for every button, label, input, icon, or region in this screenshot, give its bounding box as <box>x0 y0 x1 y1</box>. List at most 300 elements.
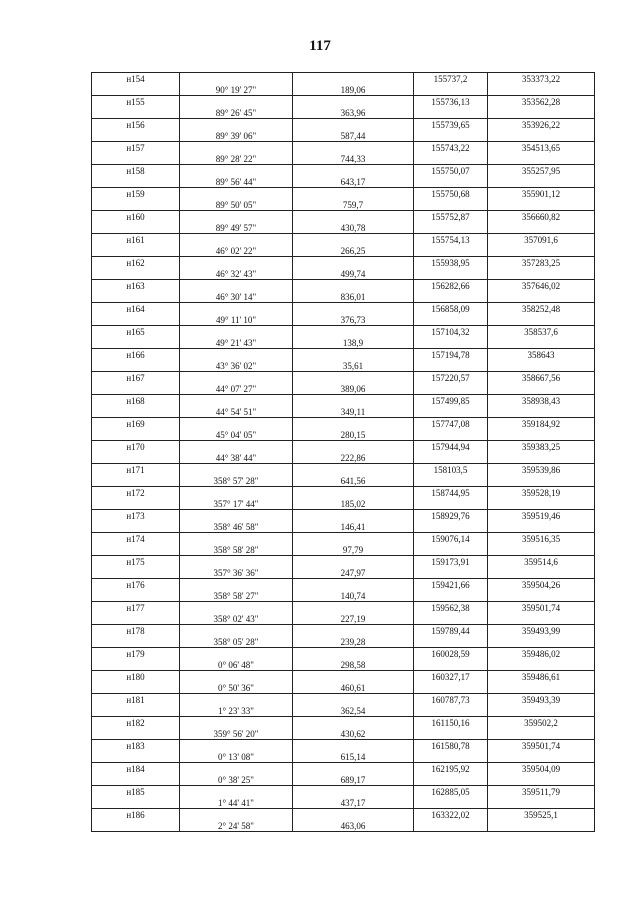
distance-cell: 759,7 <box>293 199 414 211</box>
x-coordinate-cell: 158929,76 <box>414 510 488 522</box>
point-name-cell: н174 <box>92 533 180 545</box>
empty-cell <box>293 326 414 338</box>
empty-cell <box>414 199 488 211</box>
x-coordinate-cell: 157499,85 <box>414 395 488 407</box>
y-coordinate-cell: 359501,74 <box>488 602 595 614</box>
x-coordinate-cell: 155750,68 <box>414 188 488 200</box>
y-coordinate-cell: 359519,46 <box>488 510 595 522</box>
point-name-cell: н175 <box>92 556 180 568</box>
empty-cell <box>293 372 414 384</box>
point-row <box>92 487 595 499</box>
x-coordinate-cell: 162195,92 <box>414 763 488 775</box>
point-row <box>92 648 595 660</box>
empty-cell <box>293 211 414 223</box>
empty-cell <box>414 820 488 832</box>
y-coordinate-cell: 359486,02 <box>488 648 595 660</box>
empty-cell <box>488 590 595 602</box>
y-coordinate-cell: 359528,19 <box>488 487 595 499</box>
segment-row <box>92 176 595 188</box>
empty-cell <box>414 659 488 671</box>
empty-cell <box>92 314 180 326</box>
y-coordinate-cell: 353926,22 <box>488 119 595 131</box>
empty-cell <box>92 130 180 142</box>
empty-cell <box>414 84 488 96</box>
empty-cell <box>92 84 180 96</box>
point-name-cell: н157 <box>92 142 180 154</box>
empty-cell <box>92 705 180 717</box>
y-coordinate-cell: 359486,61 <box>488 671 595 683</box>
empty-cell <box>293 349 414 361</box>
empty-cell <box>180 533 293 545</box>
point-name-cell: н179 <box>92 648 180 660</box>
empty-cell <box>92 751 180 763</box>
segment-row <box>92 360 595 372</box>
distance-cell: 189,06 <box>293 84 414 96</box>
empty-cell <box>180 809 293 821</box>
y-coordinate-cell: 358252,48 <box>488 303 595 315</box>
point-name-cell: н167 <box>92 372 180 384</box>
point-name-cell: н156 <box>92 119 180 131</box>
x-coordinate-cell: 157104,32 <box>414 326 488 338</box>
y-coordinate-cell: 355901,12 <box>488 188 595 200</box>
point-name-cell: н181 <box>92 694 180 706</box>
empty-cell <box>180 234 293 246</box>
y-coordinate-cell: 359504,26 <box>488 579 595 591</box>
segment-row <box>92 107 595 119</box>
distance-cell: 349,11 <box>293 406 414 418</box>
empty-cell <box>488 452 595 464</box>
segment-row <box>92 130 595 142</box>
empty-cell <box>180 326 293 338</box>
x-coordinate-cell: 155938,95 <box>414 257 488 269</box>
bearing-cell: 89° 39' 06" <box>180 130 293 142</box>
y-coordinate-cell: 359501,74 <box>488 740 595 752</box>
bearing-cell: 44° 07' 27" <box>180 383 293 395</box>
point-name-cell: н178 <box>92 625 180 637</box>
bearing-cell: 46° 02' 22" <box>180 245 293 257</box>
segment-row <box>92 567 595 579</box>
empty-cell <box>180 579 293 591</box>
empty-cell <box>293 556 414 568</box>
y-coordinate-cell: 358938,43 <box>488 395 595 407</box>
point-name-cell: н169 <box>92 418 180 430</box>
empty-cell <box>180 671 293 683</box>
empty-cell <box>488 544 595 556</box>
segment-row <box>92 475 595 487</box>
empty-cell <box>488 153 595 165</box>
bearing-cell: 357° 17' 44" <box>180 498 293 510</box>
empty-cell <box>414 337 488 349</box>
empty-cell <box>180 280 293 292</box>
x-coordinate-cell: 157747,08 <box>414 418 488 430</box>
distance-cell: 437,17 <box>293 797 414 809</box>
distance-cell: 587,44 <box>293 130 414 142</box>
empty-cell <box>488 268 595 280</box>
y-coordinate-cell: 357283,25 <box>488 257 595 269</box>
y-coordinate-cell: 359493,99 <box>488 625 595 637</box>
x-coordinate-cell: 161580,78 <box>414 740 488 752</box>
bearing-cell: 89° 26' 45" <box>180 107 293 119</box>
distance-cell: 641,56 <box>293 475 414 487</box>
x-coordinate-cell: 161150,16 <box>414 717 488 729</box>
bearing-cell: 49° 11' 10" <box>180 314 293 326</box>
empty-cell <box>180 303 293 315</box>
distance-cell: 138,9 <box>293 337 414 349</box>
point-row <box>92 717 595 729</box>
point-row <box>92 142 595 154</box>
empty-cell <box>488 774 595 786</box>
point-row <box>92 809 595 821</box>
segment-row <box>92 153 595 165</box>
point-row <box>92 119 595 131</box>
x-coordinate-cell: 155743,22 <box>414 142 488 154</box>
empty-cell <box>293 142 414 154</box>
empty-cell <box>488 797 595 809</box>
bearing-cell: 2° 24' 58" <box>180 820 293 832</box>
page-number: 117 <box>309 38 331 54</box>
empty-cell <box>293 165 414 177</box>
distance-cell: 389,06 <box>293 383 414 395</box>
empty-cell <box>414 544 488 556</box>
empty-cell <box>488 521 595 533</box>
coordinates-table <box>91 72 595 832</box>
empty-cell <box>180 717 293 729</box>
bearing-cell: 358° 58' 28" <box>180 544 293 556</box>
empty-cell <box>293 809 414 821</box>
empty-cell <box>414 360 488 372</box>
empty-cell <box>180 119 293 131</box>
point-name-cell: н172 <box>92 487 180 499</box>
distance-cell: 836,01 <box>293 291 414 303</box>
x-coordinate-cell: 159562,38 <box>414 602 488 614</box>
bearing-cell: 357° 36' 36" <box>180 567 293 579</box>
segment-row <box>92 268 595 280</box>
point-row <box>92 464 595 476</box>
x-coordinate-cell: 157194,78 <box>414 349 488 361</box>
empty-cell <box>92 222 180 234</box>
bearing-cell: 1° 23' 33" <box>180 705 293 717</box>
empty-cell <box>414 245 488 257</box>
bearing-cell: 89° 49' 57" <box>180 222 293 234</box>
empty-cell <box>293 418 414 430</box>
empty-cell <box>293 763 414 775</box>
empty-cell <box>293 96 414 108</box>
point-row <box>92 418 595 430</box>
distance-cell: 689,17 <box>293 774 414 786</box>
empty-cell <box>488 820 595 832</box>
segment-row <box>92 797 595 809</box>
point-name-cell: н186 <box>92 809 180 821</box>
segment-row <box>92 521 595 533</box>
empty-cell <box>92 613 180 625</box>
point-row <box>92 441 595 453</box>
empty-cell <box>414 475 488 487</box>
distance-cell: 35,61 <box>293 360 414 372</box>
x-coordinate-cell: 156282,66 <box>414 280 488 292</box>
y-coordinate-cell: 357091,6 <box>488 234 595 246</box>
empty-cell <box>92 176 180 188</box>
segment-row <box>92 682 595 694</box>
bearing-cell: 46° 32' 43" <box>180 268 293 280</box>
distance-cell: 185,02 <box>293 498 414 510</box>
x-coordinate-cell: 163322,02 <box>414 809 488 821</box>
empty-cell <box>414 268 488 280</box>
empty-cell <box>293 188 414 200</box>
empty-cell <box>180 211 293 223</box>
bearing-cell: 0° 38' 25" <box>180 774 293 786</box>
empty-cell <box>488 659 595 671</box>
empty-cell <box>414 222 488 234</box>
point-row <box>92 211 595 223</box>
x-coordinate-cell: 159421,66 <box>414 579 488 591</box>
point-name-cell: н161 <box>92 234 180 246</box>
empty-cell <box>488 291 595 303</box>
empty-cell <box>92 682 180 694</box>
empty-cell <box>414 498 488 510</box>
x-coordinate-cell: 156858,09 <box>414 303 488 315</box>
y-coordinate-cell: 355257,95 <box>488 165 595 177</box>
bearing-cell: 89° 28' 22" <box>180 153 293 165</box>
y-coordinate-cell: 359383,25 <box>488 441 595 453</box>
empty-cell <box>414 751 488 763</box>
empty-cell <box>180 464 293 476</box>
x-coordinate-cell: 158103,5 <box>414 464 488 476</box>
distance-cell: 363,96 <box>293 107 414 119</box>
empty-cell <box>414 682 488 694</box>
segment-row <box>92 291 595 303</box>
empty-cell <box>488 245 595 257</box>
empty-cell <box>293 533 414 545</box>
empty-cell <box>414 406 488 418</box>
y-coordinate-cell: 359525,1 <box>488 809 595 821</box>
segment-row <box>92 498 595 510</box>
bearing-cell: 358° 58' 27" <box>180 590 293 602</box>
empty-cell <box>92 383 180 395</box>
point-row <box>92 73 595 85</box>
distance-cell: 744,33 <box>293 153 414 165</box>
x-coordinate-cell: 155750,07 <box>414 165 488 177</box>
empty-cell <box>414 153 488 165</box>
segment-row <box>92 245 595 257</box>
point-name-cell: н173 <box>92 510 180 522</box>
y-coordinate-cell: 359493,39 <box>488 694 595 706</box>
bearing-cell: 0° 06' 48" <box>180 659 293 671</box>
point-row <box>92 510 595 522</box>
distance-cell: 362,54 <box>293 705 414 717</box>
point-row <box>92 234 595 246</box>
empty-cell <box>293 441 414 453</box>
empty-cell <box>180 763 293 775</box>
empty-cell <box>180 418 293 430</box>
empty-cell <box>180 73 293 85</box>
empty-cell <box>92 268 180 280</box>
segment-row <box>92 659 595 671</box>
point-name-cell: н184 <box>92 763 180 775</box>
empty-cell <box>92 475 180 487</box>
point-name-cell: н155 <box>92 96 180 108</box>
segment-row <box>92 728 595 740</box>
point-row <box>92 326 595 338</box>
distance-cell: 463,06 <box>293 820 414 832</box>
point-row <box>92 763 595 775</box>
point-row <box>92 257 595 269</box>
bearing-cell: 358° 05' 28" <box>180 636 293 648</box>
empty-cell <box>414 176 488 188</box>
distance-cell: 146,41 <box>293 521 414 533</box>
point-name-cell: н183 <box>92 740 180 752</box>
empty-cell <box>180 694 293 706</box>
empty-cell <box>488 682 595 694</box>
point-name-cell: н158 <box>92 165 180 177</box>
point-row <box>92 96 595 108</box>
y-coordinate-cell: 359514,6 <box>488 556 595 568</box>
empty-cell <box>488 360 595 372</box>
empty-cell <box>293 464 414 476</box>
bearing-cell: 358° 46' 58" <box>180 521 293 533</box>
point-name-cell: н177 <box>92 602 180 614</box>
bearing-cell: 89° 56' 44" <box>180 176 293 188</box>
y-coordinate-cell: 354513,65 <box>488 142 595 154</box>
x-coordinate-cell: 155737,2 <box>414 73 488 85</box>
empty-cell <box>293 510 414 522</box>
empty-cell <box>180 648 293 660</box>
distance-cell: 222,86 <box>293 452 414 464</box>
empty-cell <box>180 602 293 614</box>
empty-cell <box>293 717 414 729</box>
empty-cell <box>293 234 414 246</box>
point-row <box>92 671 595 683</box>
y-coordinate-cell: 359504,09 <box>488 763 595 775</box>
bearing-cell: 359° 56' 20" <box>180 728 293 740</box>
point-row <box>92 280 595 292</box>
distance-cell: 227,19 <box>293 613 414 625</box>
empty-cell <box>488 613 595 625</box>
distance-cell: 247,97 <box>293 567 414 579</box>
segment-row <box>92 406 595 418</box>
empty-cell <box>293 303 414 315</box>
distance-cell: 430,62 <box>293 728 414 740</box>
empty-cell <box>92 107 180 119</box>
empty-cell <box>180 487 293 499</box>
empty-cell <box>92 544 180 556</box>
point-name-cell: н171 <box>92 464 180 476</box>
y-coordinate-cell: 358667,56 <box>488 372 595 384</box>
empty-cell <box>92 360 180 372</box>
empty-cell <box>414 107 488 119</box>
point-name-cell: н185 <box>92 786 180 798</box>
point-row <box>92 533 595 545</box>
distance-cell: 239,28 <box>293 636 414 648</box>
segment-row <box>92 429 595 441</box>
empty-cell <box>293 119 414 131</box>
segment-row <box>92 751 595 763</box>
point-row <box>92 740 595 752</box>
segment-row <box>92 613 595 625</box>
point-name-cell: н160 <box>92 211 180 223</box>
point-row <box>92 165 595 177</box>
empty-cell <box>488 751 595 763</box>
empty-cell <box>180 372 293 384</box>
empty-cell <box>180 441 293 453</box>
empty-cell <box>488 429 595 441</box>
empty-cell <box>293 579 414 591</box>
point-row <box>92 395 595 407</box>
distance-cell: 140,74 <box>293 590 414 602</box>
empty-cell <box>488 567 595 579</box>
segment-row <box>92 590 595 602</box>
empty-cell <box>293 257 414 269</box>
empty-cell <box>180 349 293 361</box>
empty-cell <box>414 590 488 602</box>
bearing-cell: 46° 30' 14" <box>180 291 293 303</box>
empty-cell <box>92 245 180 257</box>
segment-row <box>92 199 595 211</box>
empty-cell <box>92 199 180 211</box>
distance-cell: 298,58 <box>293 659 414 671</box>
empty-cell <box>414 429 488 441</box>
empty-cell <box>414 521 488 533</box>
distance-cell: 615,14 <box>293 751 414 763</box>
empty-cell <box>92 567 180 579</box>
x-coordinate-cell: 159789,44 <box>414 625 488 637</box>
y-coordinate-cell: 358537,6 <box>488 326 595 338</box>
empty-cell <box>92 820 180 832</box>
segment-row <box>92 705 595 717</box>
bearing-cell: 1° 44' 41" <box>180 797 293 809</box>
empty-cell <box>414 613 488 625</box>
empty-cell <box>293 602 414 614</box>
bearing-cell: 89° 50' 05" <box>180 199 293 211</box>
distance-cell: 97,79 <box>293 544 414 556</box>
empty-cell <box>92 452 180 464</box>
empty-cell <box>92 521 180 533</box>
point-row <box>92 372 595 384</box>
point-row <box>92 556 595 568</box>
point-row <box>92 625 595 637</box>
point-name-cell: н164 <box>92 303 180 315</box>
x-coordinate-cell: 157220,57 <box>414 372 488 384</box>
empty-cell <box>293 487 414 499</box>
empty-cell <box>180 740 293 752</box>
point-name-cell: н180 <box>92 671 180 683</box>
segment-row <box>92 383 595 395</box>
point-name-cell: н176 <box>92 579 180 591</box>
empty-cell <box>180 786 293 798</box>
bearing-cell: 44° 38' 44" <box>180 452 293 464</box>
segment-row <box>92 774 595 786</box>
point-row <box>92 786 595 798</box>
x-coordinate-cell: 155739,65 <box>414 119 488 131</box>
empty-cell <box>92 153 180 165</box>
x-coordinate-cell: 158744,95 <box>414 487 488 499</box>
empty-cell <box>488 176 595 188</box>
empty-cell <box>92 291 180 303</box>
bearing-cell: 44° 54' 51" <box>180 406 293 418</box>
empty-cell <box>92 406 180 418</box>
point-row <box>92 602 595 614</box>
empty-cell <box>92 429 180 441</box>
x-coordinate-cell: 160327,17 <box>414 671 488 683</box>
point-row <box>92 579 595 591</box>
empty-cell <box>293 671 414 683</box>
point-name-cell: н159 <box>92 188 180 200</box>
bearing-cell: 43° 36' 02" <box>180 360 293 372</box>
y-coordinate-cell: 353373,22 <box>488 73 595 85</box>
x-coordinate-cell: 155754,13 <box>414 234 488 246</box>
point-name-cell: н154 <box>92 73 180 85</box>
empty-cell <box>293 740 414 752</box>
segment-row <box>92 636 595 648</box>
